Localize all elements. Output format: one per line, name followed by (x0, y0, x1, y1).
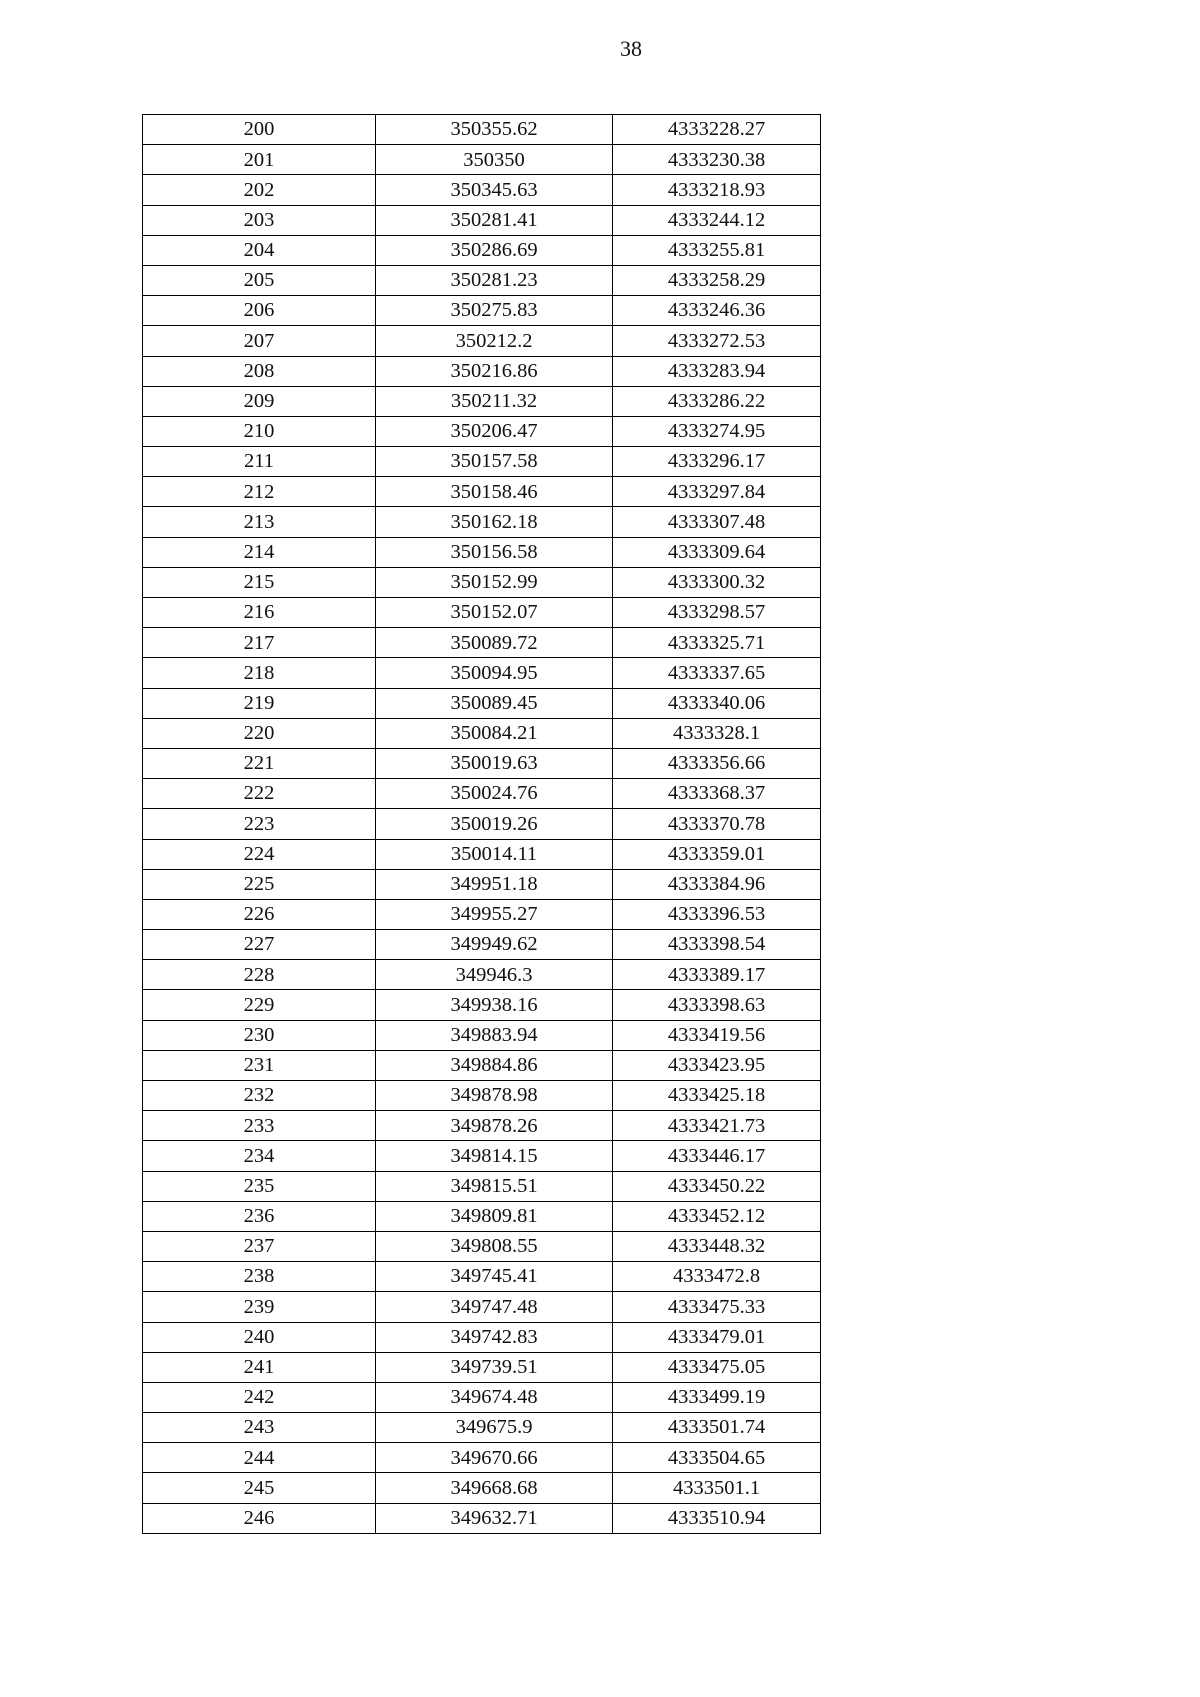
x-coordinate-cell: 349883.94 (376, 1020, 613, 1050)
table-row (143, 1292, 821, 1322)
table-row (143, 296, 821, 326)
point-number-cell: 243 (143, 1413, 376, 1443)
table-row (143, 658, 821, 688)
x-coordinate-cell: 349632.71 (376, 1503, 613, 1533)
y-coordinate-cell: 4333452.12 (613, 1201, 821, 1231)
x-coordinate-cell: 350212.2 (376, 326, 613, 356)
point-number-cell: 208 (143, 356, 376, 386)
x-coordinate-cell: 349878.98 (376, 1081, 613, 1111)
point-number-cell: 220 (143, 718, 376, 748)
point-number-cell: 224 (143, 839, 376, 869)
point-number-cell: 211 (143, 447, 376, 477)
y-coordinate-cell: 4333448.32 (613, 1231, 821, 1261)
x-coordinate-cell: 350281.41 (376, 205, 613, 235)
table-row (143, 235, 821, 265)
x-coordinate-cell: 349668.68 (376, 1473, 613, 1503)
y-coordinate-cell: 4333475.33 (613, 1292, 821, 1322)
page-number: 38 (620, 36, 642, 61)
point-number-cell: 215 (143, 567, 376, 597)
table-row (143, 748, 821, 778)
table-row (143, 265, 821, 295)
table-row (143, 1352, 821, 1382)
table-row (143, 1443, 821, 1473)
y-coordinate-cell: 4333425.18 (613, 1081, 821, 1111)
point-number-cell: 236 (143, 1201, 376, 1231)
point-number-cell: 242 (143, 1382, 376, 1412)
point-number-cell: 219 (143, 688, 376, 718)
x-coordinate-cell: 349674.48 (376, 1382, 613, 1412)
y-coordinate-cell: 4333472.8 (613, 1262, 821, 1292)
x-coordinate-cell: 350355.62 (376, 115, 613, 145)
x-coordinate-cell: 349951.18 (376, 869, 613, 899)
y-coordinate-cell: 4333283.94 (613, 356, 821, 386)
point-number-cell: 210 (143, 416, 376, 446)
y-coordinate-cell: 4333421.73 (613, 1111, 821, 1141)
y-coordinate-cell: 4333499.19 (613, 1382, 821, 1412)
y-coordinate-cell: 4333396.53 (613, 899, 821, 929)
point-number-cell: 229 (143, 990, 376, 1020)
y-coordinate-cell: 4333510.94 (613, 1503, 821, 1533)
x-coordinate-cell: 350024.76 (376, 779, 613, 809)
table-row (143, 1050, 821, 1080)
x-coordinate-cell: 350156.58 (376, 537, 613, 567)
point-number-cell: 202 (143, 175, 376, 205)
table-row (143, 447, 821, 477)
point-number-cell: 228 (143, 960, 376, 990)
y-coordinate-cell: 4333230.38 (613, 145, 821, 175)
table-row (143, 386, 821, 416)
point-number-cell: 232 (143, 1081, 376, 1111)
x-coordinate-cell: 350345.63 (376, 175, 613, 205)
x-coordinate-cell: 350206.47 (376, 416, 613, 446)
table-row (143, 779, 821, 809)
table-row (143, 960, 821, 990)
x-coordinate-cell: 349808.55 (376, 1231, 613, 1261)
y-coordinate-cell: 4333309.64 (613, 537, 821, 567)
point-number-cell: 225 (143, 869, 376, 899)
table-row (143, 990, 821, 1020)
point-number-cell: 204 (143, 235, 376, 265)
y-coordinate-cell: 4333446.17 (613, 1141, 821, 1171)
table-row (143, 1382, 821, 1412)
x-coordinate-cell: 350158.46 (376, 477, 613, 507)
table-row (143, 899, 821, 929)
table-row (143, 175, 821, 205)
point-number-cell: 213 (143, 507, 376, 537)
x-coordinate-cell: 350019.63 (376, 748, 613, 778)
table-row (143, 809, 821, 839)
x-coordinate-cell: 350152.99 (376, 567, 613, 597)
point-number-cell: 238 (143, 1262, 376, 1292)
table-row (143, 1171, 821, 1201)
table-row (143, 628, 821, 658)
x-coordinate-cell: 349878.26 (376, 1111, 613, 1141)
y-coordinate-cell: 4333286.22 (613, 386, 821, 416)
y-coordinate-cell: 4333298.57 (613, 598, 821, 628)
table-row (143, 1141, 821, 1171)
point-number-cell: 240 (143, 1322, 376, 1352)
point-number-cell: 214 (143, 537, 376, 567)
table-row (143, 205, 821, 235)
x-coordinate-cell: 350084.21 (376, 718, 613, 748)
x-coordinate-cell: 349670.66 (376, 1443, 613, 1473)
y-coordinate-cell: 4333228.27 (613, 115, 821, 145)
y-coordinate-cell: 4333255.81 (613, 235, 821, 265)
table-row (143, 1413, 821, 1443)
x-coordinate-cell: 350275.83 (376, 296, 613, 326)
y-coordinate-cell: 4333501.1 (613, 1473, 821, 1503)
y-coordinate-cell: 4333384.96 (613, 869, 821, 899)
y-coordinate-cell: 4333475.05 (613, 1352, 821, 1382)
table-row (143, 326, 821, 356)
y-coordinate-cell: 4333398.54 (613, 930, 821, 960)
point-number-cell: 235 (143, 1171, 376, 1201)
y-coordinate-cell: 4333300.32 (613, 567, 821, 597)
y-coordinate-cell: 4333501.74 (613, 1413, 821, 1443)
table-row (143, 1201, 821, 1231)
y-coordinate-cell: 4333297.84 (613, 477, 821, 507)
coordinates-table-body (143, 115, 821, 1534)
y-coordinate-cell: 4333450.22 (613, 1171, 821, 1201)
x-coordinate-cell: 350089.45 (376, 688, 613, 718)
y-coordinate-cell: 4333307.48 (613, 507, 821, 537)
table-row (143, 537, 821, 567)
table-row (143, 1081, 821, 1111)
x-coordinate-cell: 349884.86 (376, 1050, 613, 1080)
table-row (143, 507, 821, 537)
point-number-cell: 205 (143, 265, 376, 295)
point-number-cell: 207 (143, 326, 376, 356)
y-coordinate-cell: 4333218.93 (613, 175, 821, 205)
point-number-cell: 226 (143, 899, 376, 929)
table-row (143, 869, 821, 899)
table-row (143, 356, 821, 386)
y-coordinate-cell: 4333398.63 (613, 990, 821, 1020)
point-number-cell: 245 (143, 1473, 376, 1503)
point-number-cell: 216 (143, 598, 376, 628)
table-row (143, 477, 821, 507)
table-row (143, 1231, 821, 1261)
table-row (143, 1262, 821, 1292)
table-row (143, 567, 821, 597)
point-number-cell: 201 (143, 145, 376, 175)
x-coordinate-cell: 350094.95 (376, 658, 613, 688)
table-row (143, 1322, 821, 1352)
x-coordinate-cell: 349675.9 (376, 1413, 613, 1443)
x-coordinate-cell: 349949.62 (376, 930, 613, 960)
y-coordinate-cell: 4333274.95 (613, 416, 821, 446)
table-row (143, 115, 821, 145)
table-row (143, 1473, 821, 1503)
y-coordinate-cell: 4333337.65 (613, 658, 821, 688)
y-coordinate-cell: 4333370.78 (613, 809, 821, 839)
x-coordinate-cell: 350162.18 (376, 507, 613, 537)
y-coordinate-cell: 4333244.12 (613, 205, 821, 235)
point-number-cell: 241 (143, 1352, 376, 1382)
point-number-cell: 246 (143, 1503, 376, 1533)
x-coordinate-cell: 350216.86 (376, 356, 613, 386)
x-coordinate-cell: 349814.15 (376, 1141, 613, 1171)
y-coordinate-cell: 4333272.53 (613, 326, 821, 356)
y-coordinate-cell: 4333368.37 (613, 779, 821, 809)
point-number-cell: 239 (143, 1292, 376, 1322)
table-row (143, 930, 821, 960)
point-number-cell: 227 (143, 930, 376, 960)
x-coordinate-cell: 350211.32 (376, 386, 613, 416)
point-number-cell: 221 (143, 748, 376, 778)
point-number-cell: 222 (143, 779, 376, 809)
y-coordinate-cell: 4333359.01 (613, 839, 821, 869)
point-number-cell: 218 (143, 658, 376, 688)
x-coordinate-cell: 350350 (376, 145, 613, 175)
y-coordinate-cell: 4333504.65 (613, 1443, 821, 1473)
table-row (143, 1503, 821, 1533)
y-coordinate-cell: 4333296.17 (613, 447, 821, 477)
y-coordinate-cell: 4333246.36 (613, 296, 821, 326)
point-number-cell: 231 (143, 1050, 376, 1080)
x-coordinate-cell: 349739.51 (376, 1352, 613, 1382)
table-row (143, 1020, 821, 1050)
point-number-cell: 244 (143, 1443, 376, 1473)
point-number-cell: 212 (143, 477, 376, 507)
coordinates-table (142, 114, 821, 1534)
x-coordinate-cell: 349955.27 (376, 899, 613, 929)
point-number-cell: 209 (143, 386, 376, 416)
y-coordinate-cell: 4333423.95 (613, 1050, 821, 1080)
table-row (143, 688, 821, 718)
x-coordinate-cell: 350157.58 (376, 447, 613, 477)
y-coordinate-cell: 4333328.1 (613, 718, 821, 748)
x-coordinate-cell: 350281.23 (376, 265, 613, 295)
table-row (143, 145, 821, 175)
x-coordinate-cell: 349815.51 (376, 1171, 613, 1201)
y-coordinate-cell: 4333325.71 (613, 628, 821, 658)
x-coordinate-cell: 350286.69 (376, 235, 613, 265)
x-coordinate-cell: 349946.3 (376, 960, 613, 990)
point-number-cell: 217 (143, 628, 376, 658)
x-coordinate-cell: 350089.72 (376, 628, 613, 658)
point-number-cell: 234 (143, 1141, 376, 1171)
x-coordinate-cell: 349742.83 (376, 1322, 613, 1352)
y-coordinate-cell: 4333356.66 (613, 748, 821, 778)
table-row (143, 718, 821, 748)
table-row (143, 839, 821, 869)
point-number-cell: 230 (143, 1020, 376, 1050)
point-number-cell: 206 (143, 296, 376, 326)
point-number-cell: 237 (143, 1231, 376, 1261)
y-coordinate-cell: 4333419.56 (613, 1020, 821, 1050)
x-coordinate-cell: 349809.81 (376, 1201, 613, 1231)
point-number-cell: 233 (143, 1111, 376, 1141)
y-coordinate-cell: 4333258.29 (613, 265, 821, 295)
x-coordinate-cell: 350019.26 (376, 809, 613, 839)
y-coordinate-cell: 4333340.06 (613, 688, 821, 718)
table-row (143, 1111, 821, 1141)
table-row (143, 416, 821, 446)
point-number-cell: 200 (143, 115, 376, 145)
table-row (143, 598, 821, 628)
x-coordinate-cell: 349747.48 (376, 1292, 613, 1322)
y-coordinate-cell: 4333389.17 (613, 960, 821, 990)
point-number-cell: 203 (143, 205, 376, 235)
point-number-cell: 223 (143, 809, 376, 839)
x-coordinate-cell: 350152.07 (376, 598, 613, 628)
y-coordinate-cell: 4333479.01 (613, 1322, 821, 1352)
x-coordinate-cell: 349938.16 (376, 990, 613, 1020)
x-coordinate-cell: 350014.11 (376, 839, 613, 869)
x-coordinate-cell: 349745.41 (376, 1262, 613, 1292)
